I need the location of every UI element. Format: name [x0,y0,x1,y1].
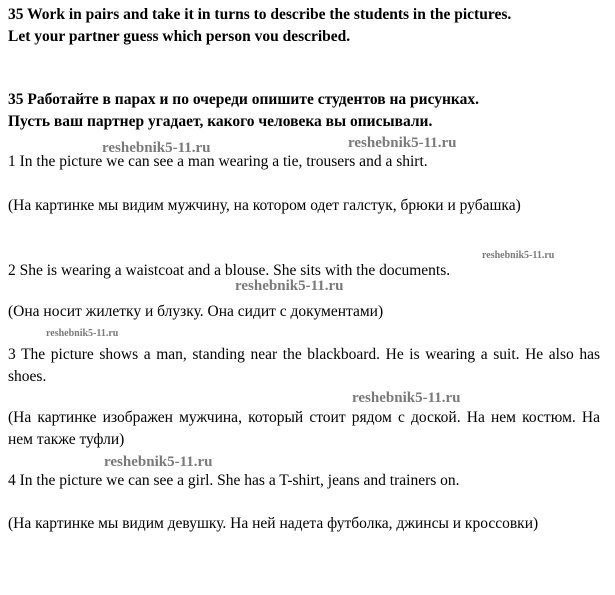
answer-4-ru: (На картинке мы видим девушку. На ней надета футболка, джинсы и кроссовки) [8,515,539,532]
watermark: reshebnik5-11.ru [235,278,344,294]
answer-1-en: 1 In the picture we can see a man wearing a tie, trousers and a shirt. [8,153,428,170]
answer-3-en: 3 The picture shows a man, standing near the blackboard. He is wearing a suit. He also has shoes. [8,346,600,385]
watermark: reshebnik5-11.ru [482,250,555,261]
answer-2-ru: (Она носит жилетку и блузку. Она сидит с документами) [8,303,384,320]
answer-1-ru: (На картинке мы видим мужчину, на котором одет галстук, брюки и рубашка) [8,197,521,214]
task-heading-ru [8,89,600,133]
answer-3-ru: (На картинке изображен мужчина, который стоит рядом с доской. На нем костюм. На нем также туфли) [8,409,600,448]
task-ru-line2: Пусть ваш партнер угадает, какого человека вы описывали. [8,113,433,130]
task-en-line1: 35 Work in pairs and take it in turns to describe the students in the pictures. [8,6,512,23]
watermark: reshebnik5-11.ru [102,140,211,156]
task-en-line2: Let your partner guess which person vou described. [8,28,351,45]
watermark: reshebnik5-11.ru [46,328,119,339]
watermark: reshebnik5-11.ru [104,454,213,470]
task-ru-line1: 35 Работайте в парах и по очереди опишите студентов на рисунках. [8,91,479,108]
answer-4-en: 4 In the picture we can see a girl. She has a T-shirt, jeans and trainers on. [8,472,460,489]
watermark: reshebnik5-11.ru [348,135,457,151]
answer-2-en: 2 She is wearing a waistcoat and a blouse. She sits with the documents. [8,262,451,279]
task-heading-en [8,4,600,48]
watermark: reshebnik5-11.ru [352,390,461,406]
